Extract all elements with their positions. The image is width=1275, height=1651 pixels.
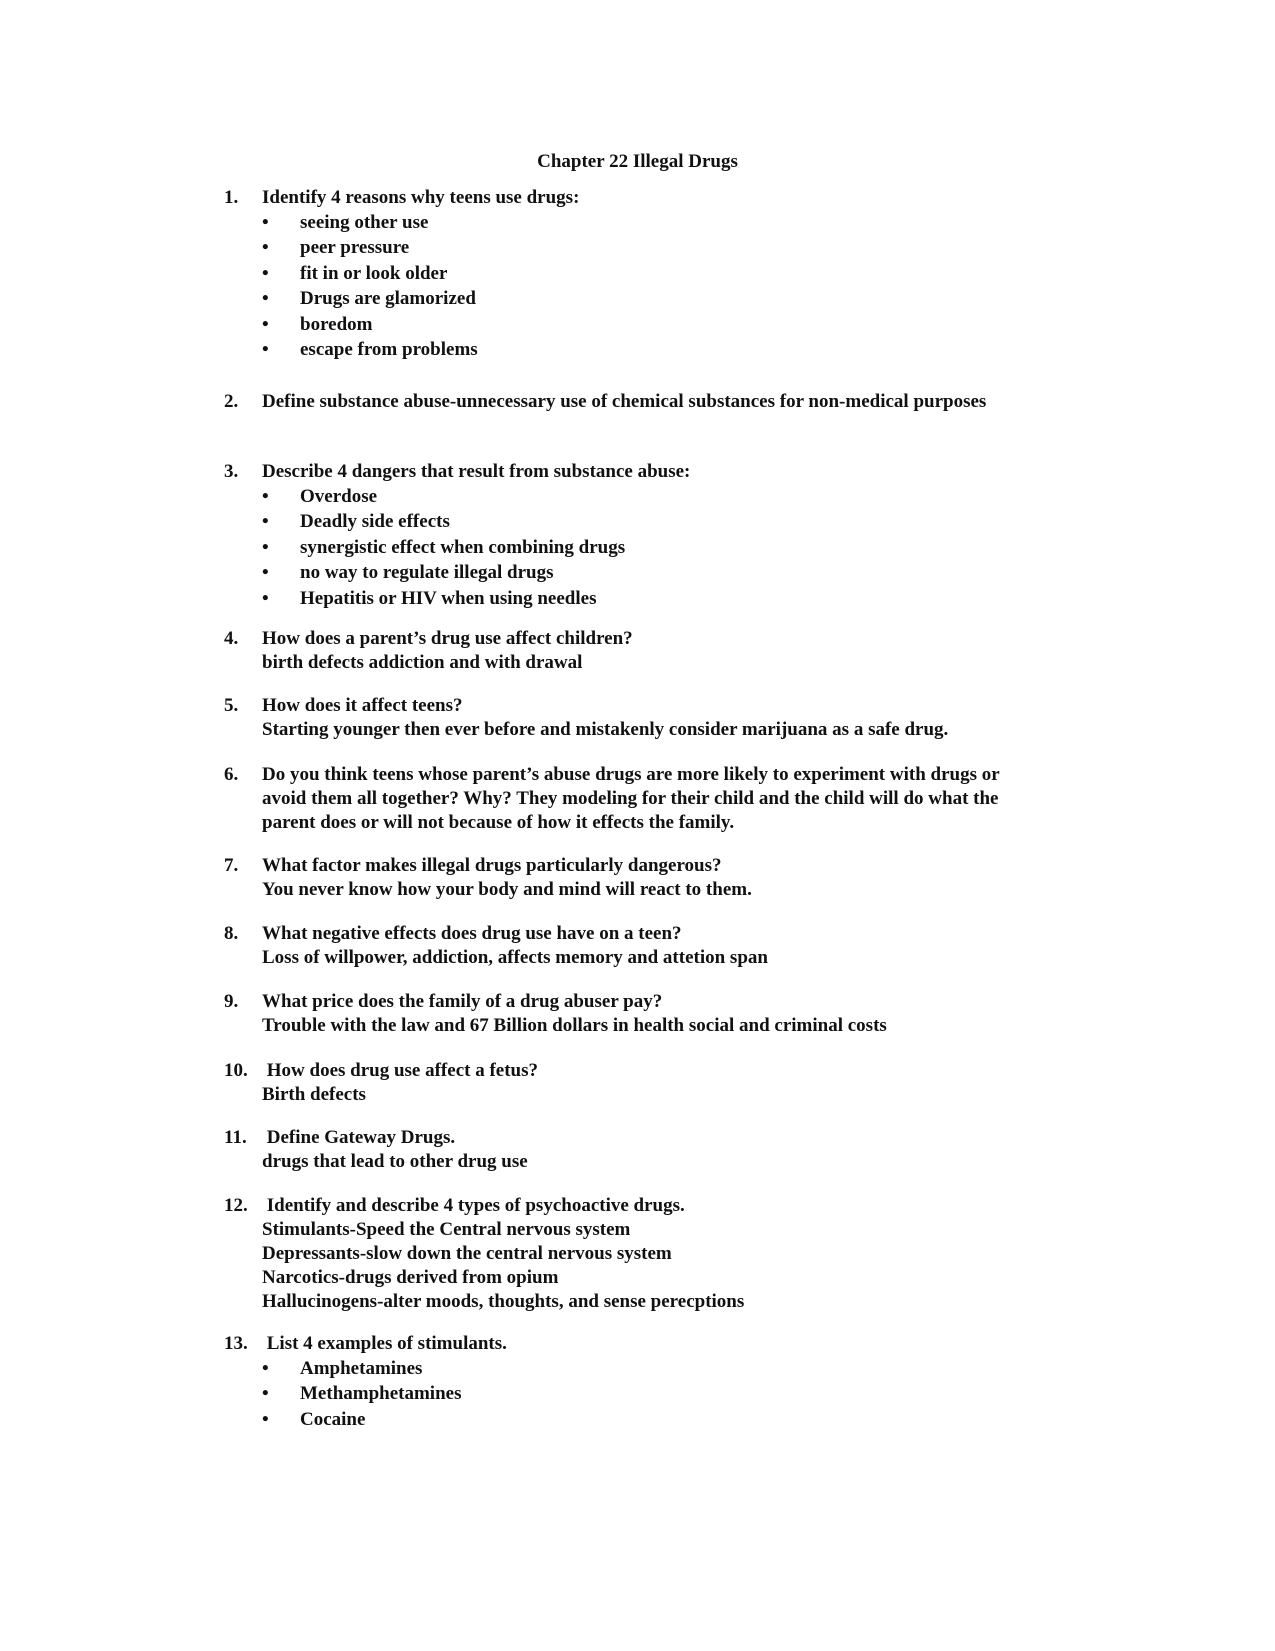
question-number: 8. [224,923,239,944]
list-item: • Drugs are glamorized [300,286,1104,311]
answer-text: Stimulants-Speed the Central nervous system [262,1219,631,1240]
bullet-icon: • [262,1358,269,1379]
list-item: • synergistic effect when combining drugs [300,535,1104,560]
bullet-icon: • [262,338,269,360]
bullet-list [262,1356,1104,1432]
question-text: Identify 4 reasons why teens use drugs: [262,187,580,208]
bullet-icon: • [262,1408,269,1430]
list-item: • Hepatitis or HIV when using needles [300,586,1104,611]
bullet-icon: • [262,486,269,507]
bullet-icon: • [262,511,269,533]
answer-text: Hallucinogens-alter moods, thoughts, and sense perecptions [262,1291,745,1312]
question-text: What price does the family of a drug abuser pay? [262,991,663,1012]
question-text: Describe 4 dangers that result from substance abuse: [262,461,691,482]
question-number: 1. [224,187,239,208]
answer-text: Birth defects [262,1084,366,1105]
question-4 [224,627,1104,675]
question-text: What factor makes illegal drugs particularly dangerous? [262,855,722,876]
question-number: 5. [224,695,239,716]
question-text: Define Gateway Drugs. [262,1127,456,1148]
question-number: 11. [224,1127,247,1148]
question-13 [224,1332,1104,1432]
bullet-list [262,210,1104,362]
question-number: 2. [224,391,239,412]
answer-text: Loss of willpower, addiction, affects memory and attetion span [262,947,768,968]
answer-text: Narcotics-drugs derived from opium [262,1267,559,1288]
bullet-icon: • [262,262,269,284]
question-5 [224,694,1104,742]
question-text: Define substance abuse-unnecessary use of chemical substances for non-medical purposes [262,391,987,412]
question-text-continued: avoid them all together? Why? They modeling for their child and the child will do what the [262,788,999,809]
question-text: Do you think teens whose parent’s abuse drugs are more likely to experiment with drugs or [262,764,1000,785]
question-text: List 4 examples of stimulants. [262,1333,507,1354]
list-item: • Deadly side effects [300,509,1104,534]
question-11 [224,1126,1104,1174]
question-number: 4. [224,628,239,649]
answer-text: drugs that lead to other drug use [262,1151,528,1172]
list-item: • peer pressure [300,235,1104,260]
question-2 [224,390,1124,414]
list-item: • escape from problems [300,337,1104,362]
question-10 [224,1059,1104,1107]
answer-text: Depressants-slow down the central nervous system [262,1243,672,1264]
list-item: • boredom [300,312,1104,337]
question-text: How does a parent’s drug use affect children? [262,628,633,649]
question-number: 10. [224,1060,248,1081]
bullet-icon: • [262,212,269,233]
list-item: • no way to regulate illegal drugs [300,560,1104,585]
bullet-icon: • [262,237,269,259]
list-item: • Amphetamines [300,1356,1104,1381]
list-item: • Methamphetamines [300,1381,1104,1406]
question-text-continued: parent does or will not because of how it effects the family. [262,812,735,833]
bullet-list [262,484,1104,611]
question-number: 3. [224,461,239,482]
question-text: What negative effects does drug use have on a teen? [262,923,682,944]
question-number: 9. [224,991,239,1012]
question-9 [224,990,1104,1038]
bullet-icon: • [262,562,269,584]
question-number: 13. [224,1333,248,1354]
question-number: 6. [224,764,239,785]
question-1 [224,186,1104,362]
bullet-icon: • [262,587,269,609]
question-number: 7. [224,855,239,876]
question-3 [224,460,1104,611]
question-6 [224,763,1124,835]
answer-text: Trouble with the law and 67 Billion dollars in health social and criminal costs [262,1015,887,1036]
question-text: How does drug use affect a fetus? [262,1060,539,1081]
list-item: • Overdose [300,484,1104,509]
answer-text: Starting younger then ever before and mistakenly consider marijuana as a safe drug. [262,719,949,740]
question-8 [224,922,1104,970]
answer-text: birth defects addiction and with drawal [262,652,583,673]
bullet-icon: • [262,1383,269,1405]
list-item: • seeing other use [300,210,1104,235]
question-text: Identify and describe 4 types of psychoactive drugs. [262,1195,685,1216]
list-item: • Cocaine [300,1407,1104,1432]
question-7 [224,854,1104,902]
page-title: Chapter 22 Illegal Drugs [537,151,738,172]
bullet-icon: • [262,313,269,335]
question-12 [224,1194,1104,1314]
list-item: • fit in or look older [300,261,1104,286]
question-number: 12. [224,1195,248,1216]
answer-text: You never know how your body and mind will react to them. [262,879,752,900]
question-text: How does it affect teens? [262,695,463,716]
bullet-icon: • [262,536,269,558]
bullet-icon: • [262,288,269,310]
